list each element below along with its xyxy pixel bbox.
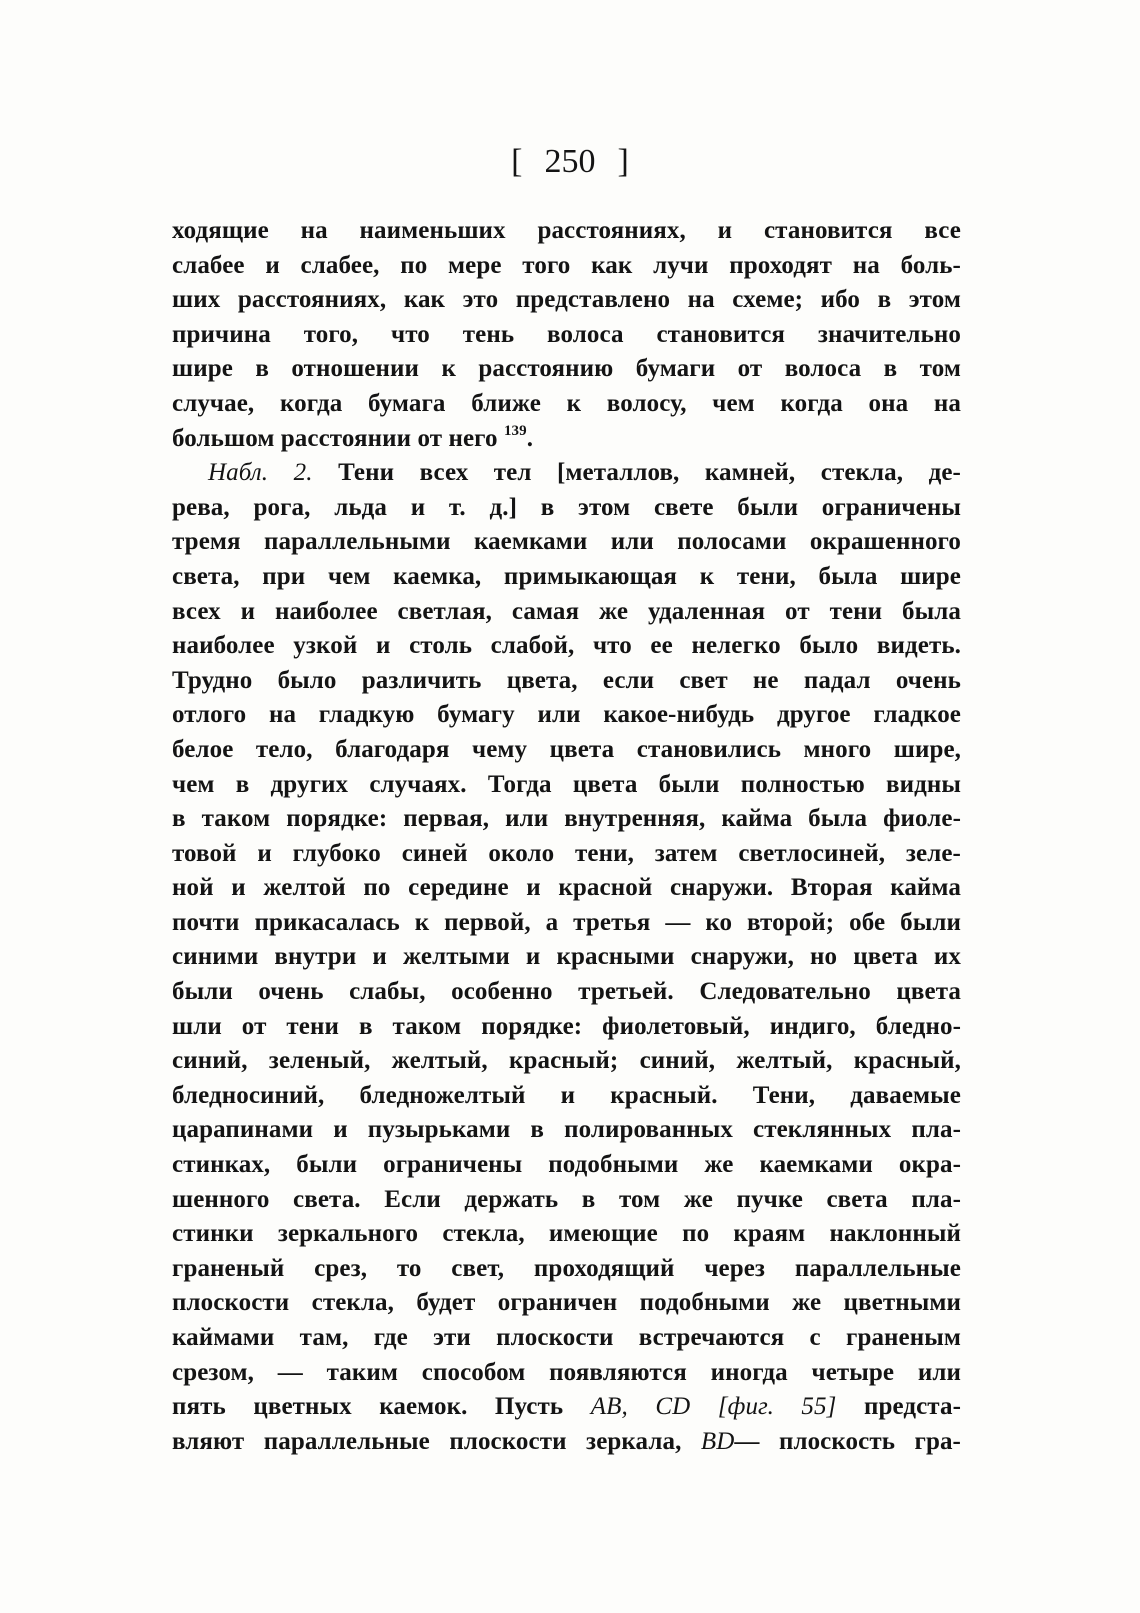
text-fragment: пять цветных каемок. Пусть (172, 1393, 564, 1421)
text-line: белое тело, благодаря чему цвета становились много шире, (172, 735, 961, 763)
text-line: ходящие на наименьших расстояниях, и становится все (172, 217, 961, 244)
text-line: были очень слабы, особенно третьей. Следовательно цвета (172, 978, 961, 1006)
text-fragment: предста- (863, 1393, 961, 1421)
text-line: рева, рога, льда и т. д.] в этом свете были ограничены (172, 493, 961, 521)
body-text (172, 214, 961, 1459)
text-line: товой и глубоко синей около тени, затем светлосиней, зеле- (172, 839, 961, 867)
text-line: случае, когда бумага ближе к волосу, чем когда она на (172, 389, 961, 417)
text-line: шире в отношении к расстоянию бумаги от волоса в том (172, 355, 961, 383)
page-number-header (0, 142, 1140, 182)
figure-reference: [фиг. 55] (717, 1393, 837, 1421)
text-line (172, 1390, 961, 1425)
figure-reference: BD (700, 1427, 735, 1455)
left-bracket: [ (511, 143, 523, 180)
text-fragment: — плоскость гра- (734, 1427, 961, 1455)
text-line: шли от тени в таком порядке: фиолетовый, индиго, бледно- (172, 1012, 961, 1040)
footnote-reference: 139 (503, 422, 527, 439)
text-line: причина того, что тень волоса становится значительно (172, 320, 961, 348)
text-line: в таком порядке: первая, или внутренняя, кайма была фиоле- (172, 805, 961, 833)
text-line (172, 456, 961, 491)
text-fragment: большом расстоянии от него (172, 424, 498, 452)
text-line: синий, зеленый, желтый, красный; синий, желтый, красный, (172, 1047, 961, 1075)
observation-label: Набл. 2. (208, 459, 313, 487)
text-line: всех и наиболее светлая, самая же удаленная от тени была (172, 597, 961, 625)
text-line: света, при чем каемка, примыкающая к тени, была шире (172, 562, 961, 590)
text-line: бледносиний, бледножелтый и красный. Тени, даваемые (172, 1081, 961, 1109)
text-fragment: Тени всех тел [металлов, камней, стекла, де- (338, 459, 961, 487)
text-fragment: вляют параллельные плоскости зеркала, (172, 1427, 682, 1455)
text-line: ной и желтой по середине и красной снаружи. Вторая кайма (172, 874, 961, 902)
text-line: граненый срез, то свет, проходящий через параллельные (172, 1254, 961, 1282)
text-line: ших расстояниях, как это представлено на схеме; ибо в этом (172, 286, 961, 314)
punctuation: . (526, 424, 534, 452)
text-line: синими внутри и желтыми и красными снаружи, но цвета их (172, 943, 961, 971)
text-line: слабее и слабее, по мере того как лучи проходят на боль- (172, 251, 961, 279)
text-line: отлого на гладкую бумагу или какое-нибудь другое гладкое (172, 701, 961, 729)
text-line: царапинами и пузырьками в полированных стеклянных пла- (172, 1116, 961, 1144)
text-line: чем в других случаях. Тогда цвета были полностью видны (172, 770, 961, 798)
text-line: почти прикасалась к первой, а третья — ко второй; обе были (172, 908, 961, 936)
text-line: стинках, были ограничены подобными же каемками окра- (172, 1151, 961, 1179)
text-line: срезом, — таким способом появляются иногда четыре или (172, 1358, 961, 1386)
page-number: 250 (544, 143, 596, 180)
right-bracket: ] (617, 143, 629, 180)
text-line (172, 422, 961, 457)
text-line: наиболее узкой и столь слабой, что ее нелегко было видеть. (172, 632, 961, 660)
text-line: плоскости стекла, будет ограничен подобными же цветными (172, 1289, 961, 1317)
text-line: тремя параллельными каемками или полосами окрашенного (172, 528, 961, 556)
text-line: каймами там, где эти плоскости встречаются с граненым (172, 1324, 961, 1351)
text-line: Трудно было различить цвета, если свет не падал очень (172, 666, 961, 694)
figure-reference: AB, CD (590, 1393, 691, 1421)
text-line (172, 1425, 961, 1460)
text-line: стинки зеркального стекла, имеющие по краям наклонный (172, 1220, 961, 1248)
text-line: шенного света. Если держать в том же пучке света пла- (172, 1185, 961, 1213)
